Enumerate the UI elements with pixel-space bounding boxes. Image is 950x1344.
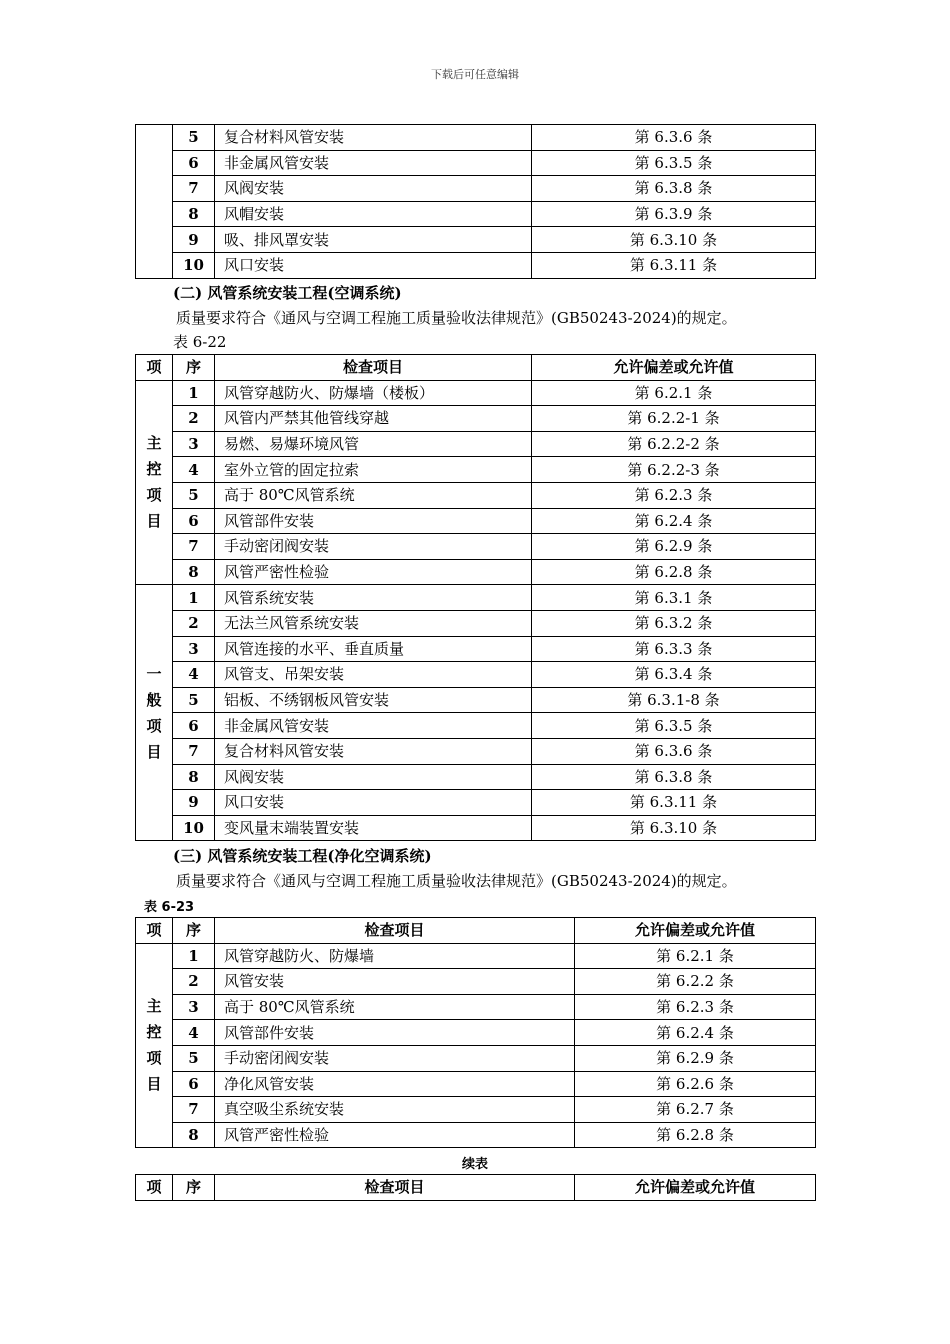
table-row [136,790,816,816]
row-number: 8 [173,201,215,227]
table-row [136,994,816,1020]
section3-desc: 质量要求符合《通风与空调工程施工质量验收法律规范》(GB50243-2024)的规定。 [176,872,737,890]
row-number: 5 [173,125,215,151]
check-item: 复合材料风管安装 [215,125,532,151]
row-number: 7 [173,1097,215,1123]
table-row [136,636,816,662]
table-row [136,508,816,534]
allowed-value: 第 6.2.2-3 条 [532,457,816,483]
col-value-header: 允许偏差或允许值 [575,918,816,944]
table-row [136,380,816,406]
col-group-header: 项 [136,1175,173,1201]
check-item: 风管严密性检验 [215,1122,575,1148]
row-number: 10 [173,252,215,278]
table-6-23 [135,917,816,1148]
allowed-value: 第 6.3.8 条 [532,764,816,790]
table-row [136,227,816,253]
table-row [136,559,816,585]
col-no-header: 序 [173,355,215,381]
row-number: 4 [173,1020,215,1046]
section3-heading: (三) 风管系统安装工程(净化空调系统) [173,847,432,865]
check-item: 高于 80℃风管系统 [215,994,575,1020]
table-row [136,738,816,764]
table-row [136,176,816,202]
allowed-value: 第 6.3.3 条 [532,636,816,662]
allowed-value: 第 6.3.11 条 [532,790,816,816]
group-char: 控 [146,1023,162,1042]
row-number: 6 [173,150,215,176]
row-number: 1 [173,380,215,406]
check-item: 复合材料风管安装 [215,738,532,764]
group-char: 项 [146,1049,162,1068]
group-char: 目 [146,742,162,761]
row-number: 3 [173,431,215,457]
table-6-22 [135,354,816,841]
table-row [136,534,816,560]
section2-desc: 质量要求符合《通风与空调工程施工质量验收法律规范》(GB50243-2024)的规定。 [176,309,737,327]
table-row [136,943,816,969]
group-cell [136,585,173,841]
check-item: 风管系统安装 [215,585,532,611]
table-row [136,482,816,508]
allowed-value: 第 6.3.2 条 [532,610,816,636]
table-row [136,406,816,432]
row-number: 8 [173,559,215,585]
allowed-value: 第 6.3.6 条 [532,738,816,764]
row-number: 4 [173,457,215,483]
row-number: 10 [173,815,215,841]
check-item: 风口安装 [215,252,532,278]
table-row [136,687,816,713]
table-row [136,1071,816,1097]
allowed-value: 第 6.2.1 条 [532,380,816,406]
group-char: 主 [146,997,162,1016]
allowed-value: 第 6.3.11 条 [532,252,816,278]
table-6-23-label: 表 6-23 [144,900,195,915]
row-number: 3 [173,636,215,662]
allowed-value: 第 6.2.6 条 [575,1071,816,1097]
table-row [136,585,816,611]
col-value-header: 允许偏差或允许值 [575,1175,816,1201]
check-item: 手动密闭阀安装 [215,534,532,560]
row-number: 2 [173,406,215,432]
row-number: 4 [173,662,215,688]
check-item: 风管穿越防火、防爆墙（楼板） [215,380,532,406]
table-row [136,713,816,739]
allowed-value: 第 6.3.4 条 [532,662,816,688]
table-row [136,1122,816,1148]
check-item: 风管严密性检验 [215,559,532,585]
allowed-value: 第 6.2.9 条 [575,1045,816,1071]
allowed-value: 第 6.2.2-1 条 [532,406,816,432]
check-item: 风管连接的水平、垂直质量 [215,636,532,662]
allowed-value: 第 6.3.10 条 [532,227,816,253]
check-item: 风管支、吊架安装 [215,662,532,688]
table-row [136,201,816,227]
group-char: 目 [146,1075,162,1094]
check-item: 风管内严禁其他管线穿越 [215,406,532,432]
col-value-header: 允许偏差或允许值 [532,355,816,381]
check-item: 风口安装 [215,790,532,816]
row-number: 3 [173,994,215,1020]
group-cell [136,943,173,1148]
table-row [136,662,816,688]
table-row [136,252,816,278]
col-no-header: 序 [173,918,215,944]
check-item: 无法兰风管系统安装 [215,610,532,636]
allowed-value: 第 6.2.2-2 条 [532,431,816,457]
group-char: 目 [146,512,162,531]
check-item: 高于 80℃风管系统 [215,482,532,508]
table-row [136,815,816,841]
row-number: 5 [173,687,215,713]
row-number: 8 [173,1122,215,1148]
table-row [136,1045,816,1071]
row-number: 6 [173,1071,215,1097]
table-row [136,125,816,151]
group-char: 项 [146,486,162,505]
row-number: 5 [173,482,215,508]
allowed-value: 第 6.2.4 条 [532,508,816,534]
allowed-value: 第 6.3.5 条 [532,713,816,739]
allowed-value: 第 6.3.8 条 [532,176,816,202]
table-row [136,610,816,636]
check-item: 风阀安装 [215,764,532,790]
check-item: 手动密闭阀安装 [215,1045,575,1071]
group-char: 般 [146,690,162,709]
allowed-value: 第 6.2.4 条 [575,1020,816,1046]
group-char: 主 [146,434,162,453]
allowed-value: 第 6.3.1-8 条 [532,687,816,713]
row-number: 8 [173,764,215,790]
allowed-value: 第 6.3.9 条 [532,201,816,227]
check-item: 铝板、不绣钢板风管安装 [215,687,532,713]
row-number: 6 [173,713,215,739]
row-number: 1 [173,943,215,969]
allowed-value: 第 6.3.5 条 [532,150,816,176]
section2-heading: (二) 风管系统安装工程(空调系统) [173,284,402,302]
allowed-value: 第 6.2.9 条 [532,534,816,560]
check-item: 风管穿越防火、防爆墙 [215,943,575,969]
check-item: 易燃、易爆环境风管 [215,431,532,457]
row-number: 2 [173,610,215,636]
check-item: 风管部件安装 [215,508,532,534]
table-6-22-label: 表 6-22 [173,333,227,351]
check-item: 风阀安装 [215,176,532,202]
check-item: 风管安装 [215,969,575,995]
row-number: 7 [173,534,215,560]
allowed-value: 第 6.2.2 条 [575,969,816,995]
check-item: 净化风管安装 [215,1071,575,1097]
table-row [136,1020,816,1046]
row-number: 5 [173,1045,215,1071]
check-item: 风管部件安装 [215,1020,575,1046]
table-6-23-continued [135,1174,816,1201]
continued-label: 续表 [461,1157,488,1172]
table-row [136,150,816,176]
col-item-header: 检查项目 [215,1175,575,1201]
row-number: 9 [173,790,215,816]
page-header: 下载后可任意编辑 [431,68,519,81]
check-item: 真空吸尘系统安装 [215,1097,575,1123]
check-item: 吸、排风罩安装 [215,227,532,253]
check-item: 变风量末端装置安装 [215,815,532,841]
check-item: 室外立管的固定拉索 [215,457,532,483]
check-item: 非金属风管安装 [215,150,532,176]
row-number: 1 [173,585,215,611]
allowed-value: 第 6.3.6 条 [532,125,816,151]
row-number: 9 [173,227,215,253]
allowed-value: 第 6.3.1 条 [532,585,816,611]
group-char: 一 [146,664,162,683]
allowed-value: 第 6.2.8 条 [575,1122,816,1148]
allowed-value: 第 6.2.8 条 [532,559,816,585]
row-number: 2 [173,969,215,995]
row-number: 6 [173,508,215,534]
allowed-value: 第 6.2.7 条 [575,1097,816,1123]
table-continued [135,124,816,279]
col-group-header: 项 [136,918,173,944]
col-item-header: 检查项目 [215,918,575,944]
group-cell [136,380,173,585]
group-char: 控 [146,460,162,479]
allowed-value: 第 6.2.3 条 [532,482,816,508]
table-row [136,457,816,483]
table-row [136,1097,816,1123]
check-item: 风帽安装 [215,201,532,227]
col-no-header: 序 [173,1175,215,1201]
group-char: 项 [146,716,162,735]
check-item: 非金属风管安装 [215,713,532,739]
group-cell [136,125,173,279]
col-group-header: 项 [136,355,173,381]
allowed-value: 第 6.3.10 条 [532,815,816,841]
table-row [136,431,816,457]
allowed-value: 第 6.2.3 条 [575,994,816,1020]
table-row [136,764,816,790]
table-row [136,969,816,995]
allowed-value: 第 6.2.1 条 [575,943,816,969]
row-number: 7 [173,738,215,764]
row-number: 7 [173,176,215,202]
col-item-header: 检查项目 [215,355,532,381]
